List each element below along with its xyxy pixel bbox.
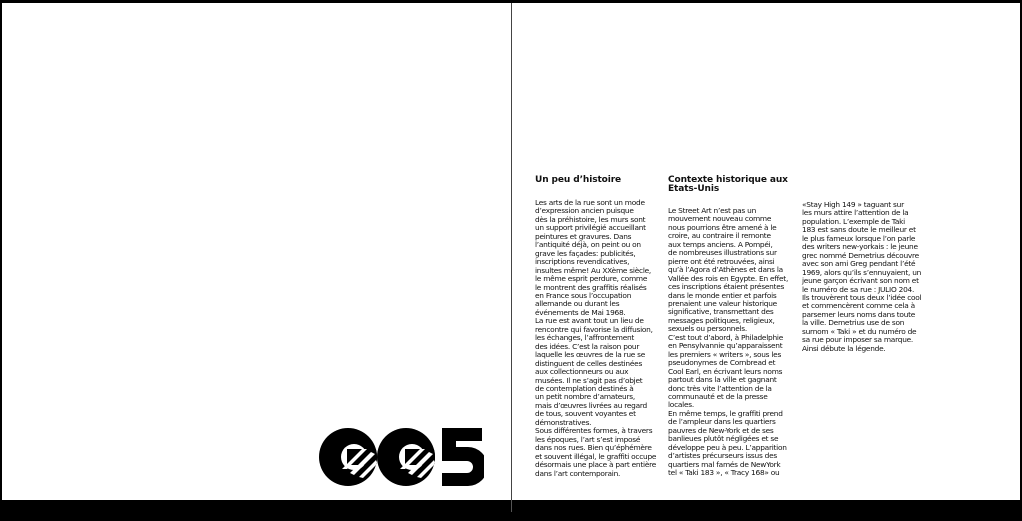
section-body-histoire: Les arts de la rue sont un mode d’expression ancien puisque dès la préhistoire, les murs sont un support privilégié accueillant peintures et gravures. Dans l’antiquité déjà, on peint ou on grave les façades: publicités, inscriptions revendicatives, insultes même! Au XXème siècle, le même esprit perdure, comme le montrent des graffitis réalisés en France sous l’occupation allemande ou durant les événements de Mai 1968. La rue est avant tout un lieu de rencontre qui favorise la diffusion, les échanges, l’affrontement des idées. C’est la raison pour laquelle les œuvres de la rue se distinguent de celles destinées aux collectionneurs ou aux musées. Il ne s’agit pas d’objet de contemplation destinés à un petit nombre d’amateurs, mais d’œuvres livrées au regard de tous, souvent voyantes et démonstratives. Sous différentes formes, à travers les époques, l’art s’est imposé dans nos rues. Bien qu’éphémère et souvent illégal, le graffiti occupe désormais une place à part entière dans l’art contemporain. [535,198,657,478]
logo-letter-s [442,428,484,486]
ees-logo [318,427,484,487]
column-contexte [668,176,793,478]
logo-letter-e-1 [319,428,377,486]
band-divider [511,500,512,512]
section-body-contexte: Le Street Art n’est pas un mouvement nouveau comme nous pourrions être amené à le croire, au contraire il remonte aux temps anciens. A Pompéi, de nombreuses illustrations sur pierre ont été retrouvées, ainsi qu’à l’Agora d’Athènes et dans la Vallée des rois en Egypte. En effet, ces inscriptions étaient présentes dans le monde entier et parfois prenaient une valeur historique significative, transmettant des messages politiques, religieux, sexuels ou personnels. C’est tout d’abord, à Philadelphie en Pensylvannie qu’apparaissent les premiers « writers », sous les pseudonymes de Cornbread et Cool Earl, en écrivant leurs noms partout dans la ville et gagnant donc très vite l’attention de la communauté et de la presse locales. En même temps, le graffiti prend de l’ampleur dans les quartiers pauvres de New-York et de ses banlieues plutôt négligées et se développe peu à peu. L’apparition d’artistes précurseurs issus des quartiers mal famés de NewYork tel « Taki 183 », « Tracy 168» ou [668,206,789,478]
section-body-contexte-suite: «Stay High 149 » taguant sur les murs attire l’attention de la population. L’exemple de Taki 183 est sans doute le meilleur et le plus fameux lorsque l’on parle des writers new-yorkais : le jeune grec nommé Demetrius découvre avec son ami Greg pendant l’été 1969, alors qu’ils s’ennuyaient, un jeune garçon écrivant son nom et le numéro de sa rue : JULIO 204. Ils trouvèrent tous deux l’idée cool et commencèrent comme cela à parsemer leurs noms dans toute la ville. Demetrius use de son surnom « Taki » et du numéro de sa rue pour imposer sa marque. Ainsi débute la légende. [802,200,922,353]
column-histoire [535,176,661,478]
logo-letter-e-2 [377,428,435,486]
page-fold [511,3,512,500]
section-title-contexte: Contexte historique aux Etats-Unis [668,175,788,194]
section-title-histoire: Un peu d’histoire [535,175,622,185]
column-contexte-suite [802,201,928,353]
